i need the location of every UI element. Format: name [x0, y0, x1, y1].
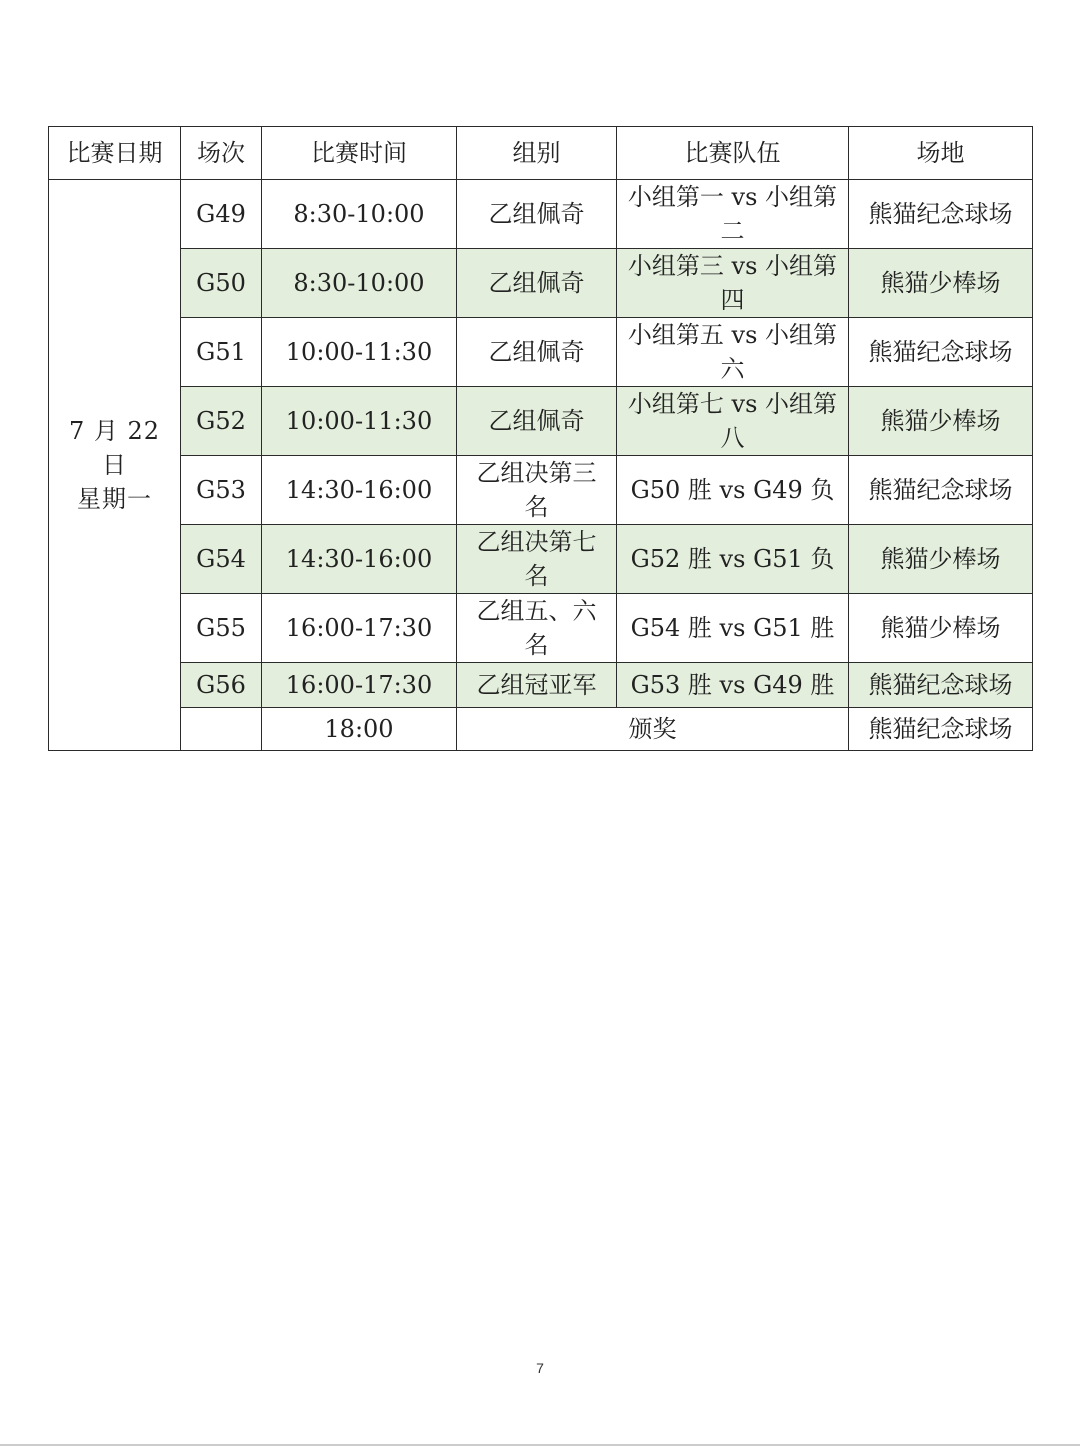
- table-row: [49, 525, 1033, 594]
- game-teams: 小组第一 vs 小组第二: [617, 180, 849, 249]
- game-group: 乙组冠亚军: [457, 663, 617, 708]
- game-group: 乙组五、六名: [457, 594, 617, 663]
- award-game-id: [181, 708, 262, 751]
- header-time: 比赛时间: [262, 127, 457, 180]
- game-time: 16:00-17:30: [262, 663, 457, 708]
- page-number: 7: [536, 1360, 544, 1376]
- game-teams: G52 胜 vs G51 负: [617, 525, 849, 594]
- game-venue: 熊猫纪念球场: [849, 456, 1033, 525]
- header-venue: 场地: [849, 127, 1033, 180]
- game-time: 8:30-10:00: [262, 180, 457, 249]
- game-id: G52: [181, 387, 262, 456]
- header-row: [49, 127, 1033, 180]
- date-line: 7 月 22 日: [68, 417, 161, 479]
- award-event: 颁奖: [457, 708, 849, 751]
- table-row: [49, 318, 1033, 387]
- award-venue: 熊猫纪念球场: [849, 708, 1033, 751]
- game-id: G49: [181, 180, 262, 249]
- game-teams: G54 胜 vs G51 胜: [617, 594, 849, 663]
- game-teams: G53 胜 vs G49 胜: [617, 663, 849, 708]
- game-id: G51: [181, 318, 262, 387]
- game-time: 10:00-11:30: [262, 318, 457, 387]
- award-row: [49, 708, 1033, 751]
- game-time: 14:30-16:00: [262, 456, 457, 525]
- table-row: [49, 249, 1033, 318]
- game-group: 乙组佩奇: [457, 318, 617, 387]
- table-row: [49, 594, 1033, 663]
- game-id: G50: [181, 249, 262, 318]
- award-time: 18:00: [262, 708, 457, 751]
- game-time: 8:30-10:00: [262, 249, 457, 318]
- game-venue: 熊猫少棒场: [849, 525, 1033, 594]
- header-date: 比赛日期: [49, 127, 181, 180]
- header-game: 场次: [181, 127, 262, 180]
- game-group: 乙组决第七名: [457, 525, 617, 594]
- header-teams: 比赛队伍: [617, 127, 849, 180]
- game-teams: 小组第三 vs 小组第四: [617, 249, 849, 318]
- game-id: G56: [181, 663, 262, 708]
- game-time: 10:00-11:30: [262, 387, 457, 456]
- table-row: [49, 387, 1033, 456]
- date-cell: [49, 180, 181, 751]
- game-teams: 小组第七 vs 小组第八: [617, 387, 849, 456]
- game-time: 14:30-16:00: [262, 525, 457, 594]
- header-group: 组别: [457, 127, 617, 180]
- game-group: 乙组佩奇: [457, 180, 617, 249]
- game-id: G53: [181, 456, 262, 525]
- game-group: 乙组佩奇: [457, 387, 617, 456]
- game-id: G55: [181, 594, 262, 663]
- table-row: [49, 180, 1033, 249]
- table-row: [49, 663, 1033, 708]
- game-id: G54: [181, 525, 262, 594]
- game-venue: 熊猫少棒场: [849, 387, 1033, 456]
- game-group: 乙组佩奇: [457, 249, 617, 318]
- game-venue: 熊猫纪念球场: [849, 663, 1033, 708]
- game-time: 16:00-17:30: [262, 594, 457, 663]
- schedule-table: [48, 126, 1033, 751]
- game-venue: 熊猫纪念球场: [849, 318, 1033, 387]
- game-venue: 熊猫少棒场: [849, 249, 1033, 318]
- game-venue: 熊猫纪念球场: [849, 180, 1033, 249]
- page-edge-divider: [0, 1444, 1080, 1446]
- weekday-line: 星期一: [77, 485, 152, 513]
- game-teams: G50 胜 vs G49 负: [617, 456, 849, 525]
- game-venue: 熊猫少棒场: [849, 594, 1033, 663]
- game-teams: 小组第五 vs 小组第六: [617, 318, 849, 387]
- table-row: [49, 456, 1033, 525]
- game-group: 乙组决第三名: [457, 456, 617, 525]
